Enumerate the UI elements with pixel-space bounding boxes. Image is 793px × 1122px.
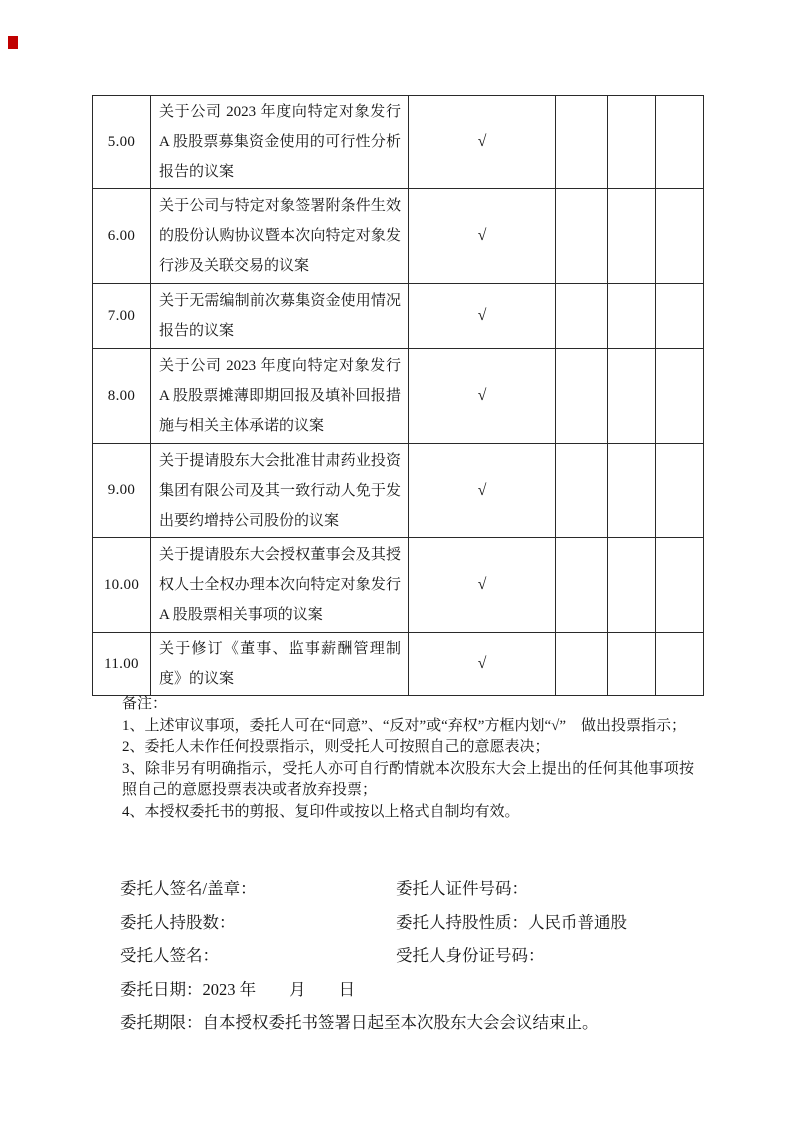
proposals-table	[92, 95, 704, 696]
note-item: 2、委托人未作任何投票指示，则受托人可按照自己的意愿表决；	[122, 739, 550, 755]
notes-title: 备注：	[122, 696, 168, 712]
proposal-title: 关于公司 2023 年度向特定对象发行 A 股股票募集资金使用的可行性分析报告的议案	[151, 96, 409, 189]
vote-abstain-cell	[608, 284, 656, 349]
vote-oppose-cell	[556, 633, 608, 696]
vote-agree-cell: √	[409, 538, 556, 633]
proposal-number: 11.00	[93, 633, 151, 696]
vote-extra-cell	[656, 349, 704, 444]
vote-extra-cell	[656, 538, 704, 633]
proposal-number: 6.00	[93, 189, 151, 284]
vote-oppose-cell	[556, 96, 608, 189]
vote-oppose-cell	[556, 349, 608, 444]
principal-share-type-label: 委托人持股性质：人民币普通股	[396, 912, 627, 932]
proposal-title: 关于公司与特定对象签署附条件生效的股份认购协议暨本次向特定对象发行涉及关联交易的议案	[151, 189, 409, 284]
proposal-row	[93, 444, 704, 538]
vote-abstain-cell	[608, 189, 656, 284]
vote-extra-cell	[656, 284, 704, 349]
signature-row	[120, 906, 720, 940]
vote-agree-cell: √	[409, 444, 556, 538]
proposal-row	[93, 349, 704, 444]
vote-abstain-cell	[608, 444, 656, 538]
vote-extra-cell	[656, 633, 704, 696]
principal-shares-held-label: 委托人持股数：	[120, 912, 236, 932]
vote-agree-cell: √	[409, 96, 556, 189]
proposal-title: 关于提请股东大会授权董事会及其授权人士全权办理本次向特定对象发行 A 股股票相关事项的议案	[151, 538, 409, 633]
proposal-title: 关于修订《董事、监事薪酬管理制度》的议案	[151, 633, 409, 696]
proxy-id-number-label: 受托人身份证号码：	[396, 946, 545, 965]
signature-row	[120, 973, 720, 1007]
proposal-row	[93, 538, 704, 633]
proposal-title: 关于无需编制前次募集资金使用情况报告的议案	[151, 284, 409, 349]
principal-signature-label: 委托人签名/盖章：	[120, 879, 257, 898]
proposal-number: 5.00	[93, 96, 151, 189]
signature-row	[120, 939, 720, 973]
proxy-signature-label: 受托人签名：	[120, 946, 219, 965]
notes-section	[122, 694, 694, 823]
vote-extra-cell	[656, 189, 704, 284]
proposal-row	[93, 189, 704, 284]
proposal-number: 9.00	[93, 444, 151, 538]
proposal-row	[93, 284, 704, 349]
proposal-row	[93, 96, 704, 189]
vote-agree-cell: √	[409, 284, 556, 349]
vote-abstain-cell	[608, 633, 656, 696]
vote-abstain-cell	[608, 96, 656, 189]
proxy-date-label: 委托日期：2023 年 月 日	[120, 979, 356, 999]
vote-oppose-cell	[556, 538, 608, 633]
proposal-number: 10.00	[93, 538, 151, 633]
proposal-number: 8.00	[93, 349, 151, 444]
signature-row	[120, 872, 720, 906]
proposal-title: 关于公司 2023 年度向特定对象发行 A 股股票摊薄即期回报及填补回报措施与相关主体承诺的议案	[151, 349, 409, 444]
vote-abstain-cell	[608, 538, 656, 633]
note-item: 1、上述审议事项，委托人可在“同意”、“反对”或“弃权”方框内划“√” 做出投票指示；	[122, 717, 686, 734]
red-scan-mark	[8, 36, 18, 49]
note-item: 4、本授权委托书的剪报、复印件或按以上格式自制均有效。	[122, 803, 520, 820]
vote-agree-cell: √	[409, 349, 556, 444]
signature-section	[120, 872, 720, 1040]
vote-oppose-cell	[556, 189, 608, 284]
vote-agree-cell: √	[409, 189, 556, 284]
signature-row	[120, 1006, 720, 1040]
proxy-term-label: 委托期限：自本授权委托书签署日起至本次股东大会会议结束止。	[120, 1013, 599, 1032]
proposal-number: 7.00	[93, 284, 151, 349]
note-item: 3、除非另有明确指示，受托人亦可自行酌情就本次股东大会上提出的任何其他事项按照自己的意愿投票表决或者放弃投票；	[122, 760, 694, 798]
principal-id-number-label: 委托人证件号码：	[396, 879, 528, 898]
vote-extra-cell	[656, 96, 704, 189]
vote-oppose-cell	[556, 284, 608, 349]
vote-abstain-cell	[608, 349, 656, 444]
proposal-title: 关于提请股东大会批准甘肃药业投资集团有限公司及其一致行动人免于发出要约增持公司股份的议案	[151, 444, 409, 538]
vote-agree-cell: √	[409, 633, 556, 696]
proposal-row	[93, 633, 704, 696]
vote-oppose-cell	[556, 444, 608, 538]
vote-extra-cell	[656, 444, 704, 538]
